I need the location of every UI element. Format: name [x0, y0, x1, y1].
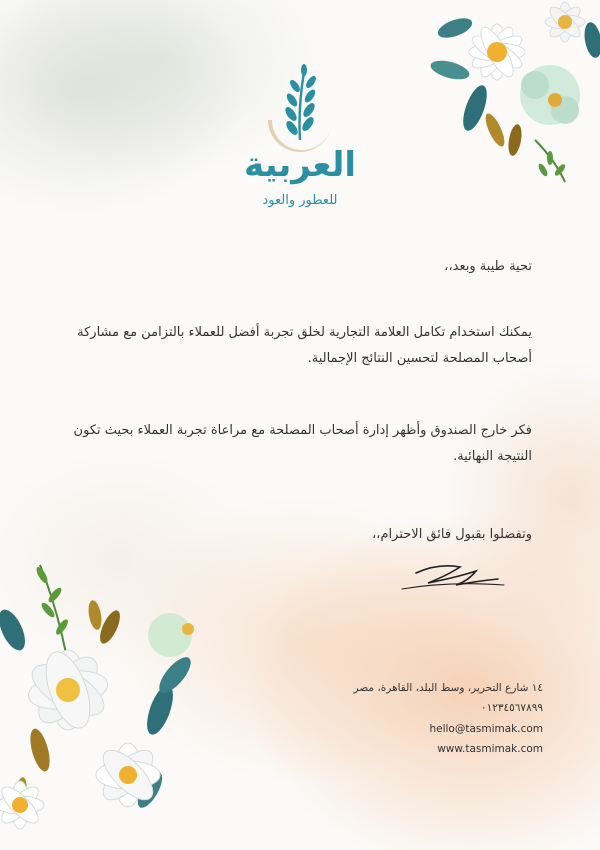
letter-paragraph-2: فكر خارج الصندوق وأظهر إدارة أصحاب المصلحة مع مراعاة تجربة العملاء بحيث تكون النتيجة النهائية.: [73, 423, 532, 464]
white-flower-icon: [468, 2, 585, 81]
letter-paragraph-1: يمكنك استخدام تكامل العلامة التجارية لخلق تجربة أفضل للعملاء بالتزامن مع مشاركة أصحاب المصلحة لتحسين النتائج الإجمالية.: [77, 325, 532, 366]
white-flower-icon: [0, 646, 161, 829]
handwritten-signature-icon: [398, 555, 508, 599]
green-flower-icon: [148, 613, 194, 657]
flower-decoration-bottom-left: [0, 555, 210, 850]
brand-name: العربية: [243, 145, 357, 185]
brand-tagline: للعطور والعود: [262, 193, 338, 208]
contact-phone: ٠١٢٣٤٥٦٧٨٩٩: [480, 702, 543, 714]
contact-email[interactable]: hello@tasmimak.com: [429, 723, 543, 735]
green-flower-icon: [520, 65, 580, 125]
letter-closing: وتفضلوا بقبول فائق الاحترام،،: [372, 527, 532, 542]
letter-greeting: تحية طيبة وبعد،،: [444, 259, 532, 274]
contact-address: ١٤ شارع التحرير، وسط البلد، القاهرة، مصر: [353, 682, 543, 694]
contact-website[interactable]: www.tasmimak.com: [437, 743, 543, 755]
olive-branch-crescent-icon: [268, 64, 332, 152]
flower-decoration-top-right: [415, 0, 600, 185]
